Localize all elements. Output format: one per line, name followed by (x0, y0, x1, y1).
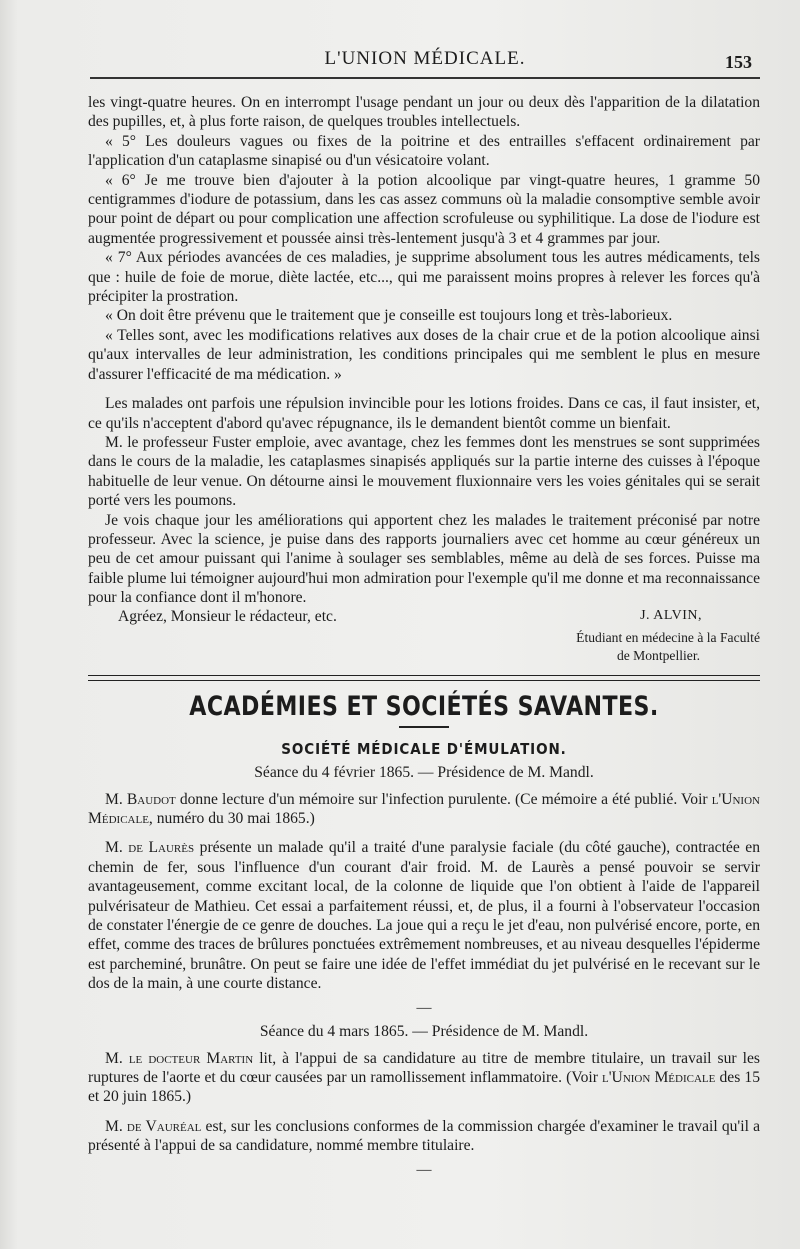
speaker-name: M. de Vauréal (105, 1117, 202, 1135)
society-title: SOCIÉTÉ MÉDICALE D'ÉMULATION. (281, 739, 567, 758)
author-affiliation-2: de Montpellier. (616, 647, 700, 663)
section-title: ACADÉMIES ET SOCIÉTÉS SAVANTES. (189, 690, 659, 722)
title-underline (399, 726, 449, 728)
end-dash: — (416, 1161, 432, 1178)
minutes-paragraph-baudot (88, 790, 760, 829)
header-rule (90, 77, 760, 79)
letter-paragraph-1: les vingt-quatre heures. On en interrompt l'usage pendant un jour ou deux dès l'apparition de la dilatation des pupilles, et, à plus forte raison, de quelques troubles intellectuels. (88, 94, 760, 131)
letter-paragraph-9: Je vois chaque jour les améliorations qui apportent chez les malades le traitement préconisé par notre professeur. Avec la science, je puise dans des rapports journaliers avec cet homme au cœur généreux un peu de cet amour puissant qui l'anime à soulager ses semblables, même au delà de ses forces. Puisse ma faible plume lui témoigner aujourd'hui mon admiration pour l'exemple qu'il me donne et ma reconnaissance pour la confiance dont il m'honore. (88, 511, 760, 607)
paragraph-text: donne lecture d'un mémoire sur l'infection purulente. (Ce mémoire a été publié. Voir (175, 790, 712, 808)
speaker-name: M. Baudot (105, 790, 176, 808)
minutes-paragraph-laures (88, 838, 760, 993)
author-name: J. ALVIN, (640, 607, 702, 623)
paragraph-text: présente un malade qu'il a traité d'une paralysie faciale (du côté gauche), contractée en chemin de fer, sous l'influence d'un courant d'air froid. M. de Laurès a pensé pouvoir se servir avantageusement, comme excitant local, de la colonne de liquide que l'on obtient à l'aide de l'appareil pulvérisateur de Mathieu. Cet essai a parfaitement réussi, et, de plus, il a fourni à l'observateur l'occasion de constater l'énergie de ce genre de douches. La joue qui a reçu le jet d'eau, non pulvérisé encore, porte, en effet, comme des traces de brûlures ponctuées extrêmement nombreuses, et au niveau desquelles l'épiderme est parcheminé, brunâtre. On peut se faire une idée de l'effet immédiat du jet pulvérisé en le recevant sur le dos de la main, à une courte distance. (88, 839, 761, 993)
paragraph-text: lit, à l'appui de sa candidature au titre de membre titulaire, un travail sur les ruptures de l'aorte et du cœur causées par un ramollissement inflammatoire. (Voir (88, 1049, 760, 1087)
speaker-name: M. de Laurès (105, 839, 195, 857)
page-number: 153 (725, 52, 752, 72)
running-title: L'UNION MÉDICALE. (324, 48, 526, 69)
paragraph-text: est, sur les conclusions conformes de la commission chargée d'examiner le travail qu'il a présenté à l'appui de sa candidature, nommé membre titulaire. (88, 1117, 760, 1155)
letter-paragraph-4: « 7° Aux périodes avancées de ces maladies, je supprime absolument tous les autres médicaments, tels que : huile de foie de morue, diète lactée, etc..., qui me paraissent moins propres à relever les forces qu'à précipiter la prostration. (88, 249, 760, 306)
letter-signature (88, 608, 760, 668)
closing-regards: Agréez, Monsieur le rédacteur, etc. (118, 607, 337, 625)
minutes-paragraph-vaureal (88, 1117, 760, 1156)
journal-name: l'Union Médicale (602, 1069, 716, 1087)
letter-paragraph-5: « On doit être prévenu que le traitement que je conseille est toujours long et très-laborieux. (105, 307, 673, 325)
session-heading-1: Séance du 4 février 1865. — Présidence de M. Mandl. (254, 763, 594, 781)
journal-name: l'Union Médicale (88, 790, 760, 827)
author-affiliation-1: Étudiant en médecine à la Faculté (576, 629, 760, 645)
letter-paragraph-3: « 6° Je me trouve bien d'ajouter à la potion alcoolique par vingt-quatre heures, 1 gramme 50 centigrammes d'iodure de potassium, dans les cas assez communs où la maladie consomptive semble avoir pour point de départ ou pour complication une affection scrofuleuse ou syphilitique. La dose de l'iodure est augmentée progressivement et poussée ainsi très-lentement jusqu'à 3 et 4 grammes par jour. (88, 171, 760, 247)
separator-dash: — (416, 999, 432, 1016)
letter-paragraph-6: « Telles sont, avec les modifications relatives aux doses de la chair crue et de la potion alcoolique ainsi qu'aux intervalles de leur administration, les conditions principales qui me semblent le plus en mesure d'assurer l'efficacité de ma médication. » (88, 326, 760, 383)
page-header (90, 48, 760, 78)
page-body (88, 93, 760, 1181)
session-heading-2: Séance du 4 mars 1865. — Présidence de M. Mandl. (259, 1022, 589, 1040)
paragraph-text-end: des 15 et 20 juin 1865.) (88, 1069, 760, 1106)
letter-paragraph-2: « 5° Les douleurs vagues ou fixes de la poitrine et des entrailles s'effacent ordinairement par l'application d'un cataplasme sinapisé ou d'un vésicatoire volant. (88, 132, 760, 170)
speaker-name: M. le docteur Martin (105, 1049, 254, 1067)
minutes-paragraph-martin (88, 1049, 760, 1107)
letter-paragraph-7: Les malades ont parfois une répulsion invincible pour les lotions froides. Dans ce cas, il faut insister, et, ce qu'ils n'acceptent d'abord qu'avec répugnance, ils le demandent bientôt comme un bienfait. (88, 395, 760, 432)
section-divider (88, 675, 760, 681)
paragraph-text-end: , numéro du 30 mai 1865.) (148, 809, 315, 827)
letter-paragraph-8: M. le professeur Fuster emploie, avec avantage, chez les femmes dont les menstrues se sont supprimées dans le cours de la maladie, les cataplasmes sinapisés appliqués sur la partie interne des cuisses à l'époque habituelle de leur venue. On détourne ainsi le mouvement fluxionnaire vers les voies génitales qui se serait porté vers les poumons. (88, 433, 760, 510)
